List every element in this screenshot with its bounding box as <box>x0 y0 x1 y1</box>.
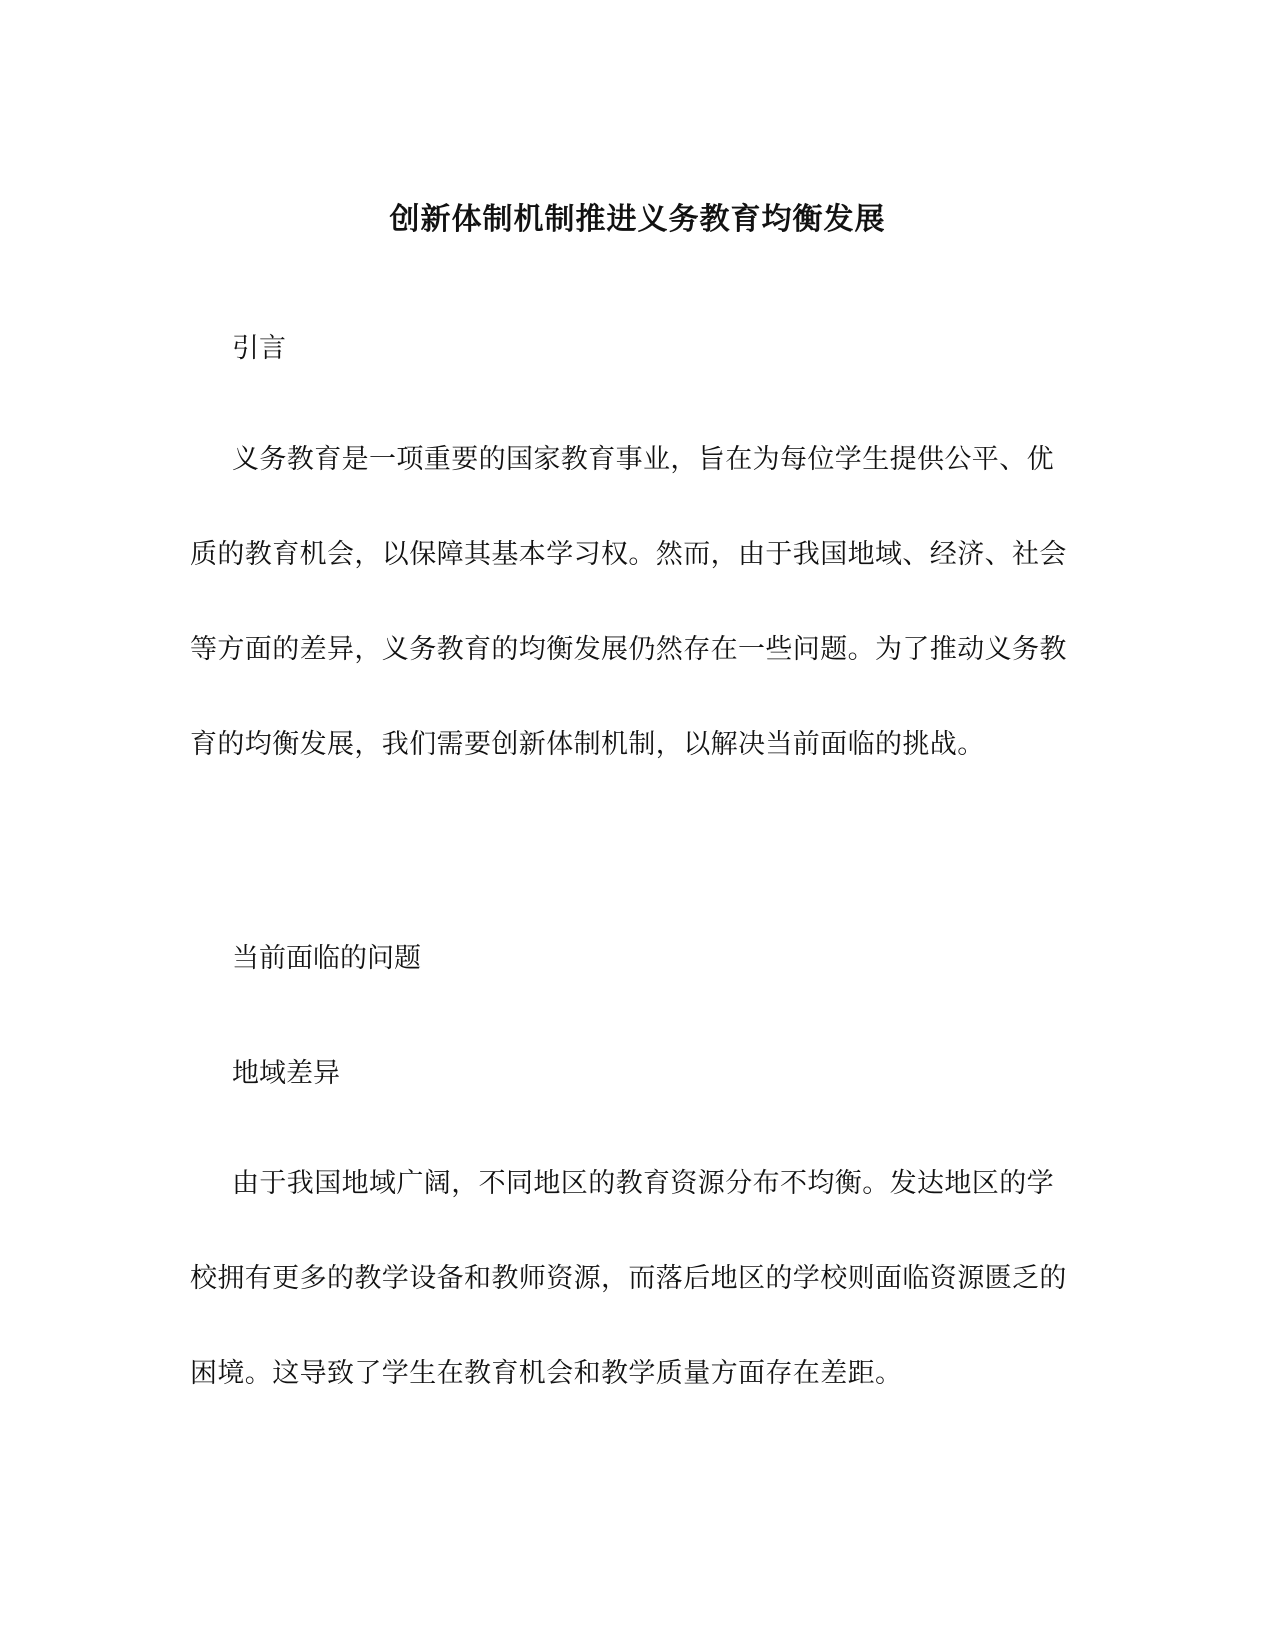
paragraph-regional-differences: 由于我国地域广阔，不同地区的教育资源分布不均衡。发达地区的学校拥有更多的教学设备和教师资源，而落后地区的学校则面临资源匮乏的困境。这导致了学生在教育机会和教学质量方面存在差距。 <box>190 1168 1067 1389</box>
paragraph-introduction: 义务教育是一项重要的国家教育事业，旨在为每位学生提供公平、优质的教育机会，以保障其基本学习权。然而，由于我国地域、经济、社会等方面的差异，义务教育的均衡发展仍然存在一些问题。为了推动义务教育的均衡发展，我们需要创新体制机制，以解决当前面临的挑战。 <box>190 444 1067 760</box>
section-heading-current-problems: 当前面临的问题 <box>232 943 421 974</box>
section-heading-regional-differences: 地域差异 <box>232 1058 340 1089</box>
document-title: 创新体制机制推进义务教育均衡发展 <box>389 202 886 237</box>
section-heading-introduction: 引言 <box>232 333 286 364</box>
